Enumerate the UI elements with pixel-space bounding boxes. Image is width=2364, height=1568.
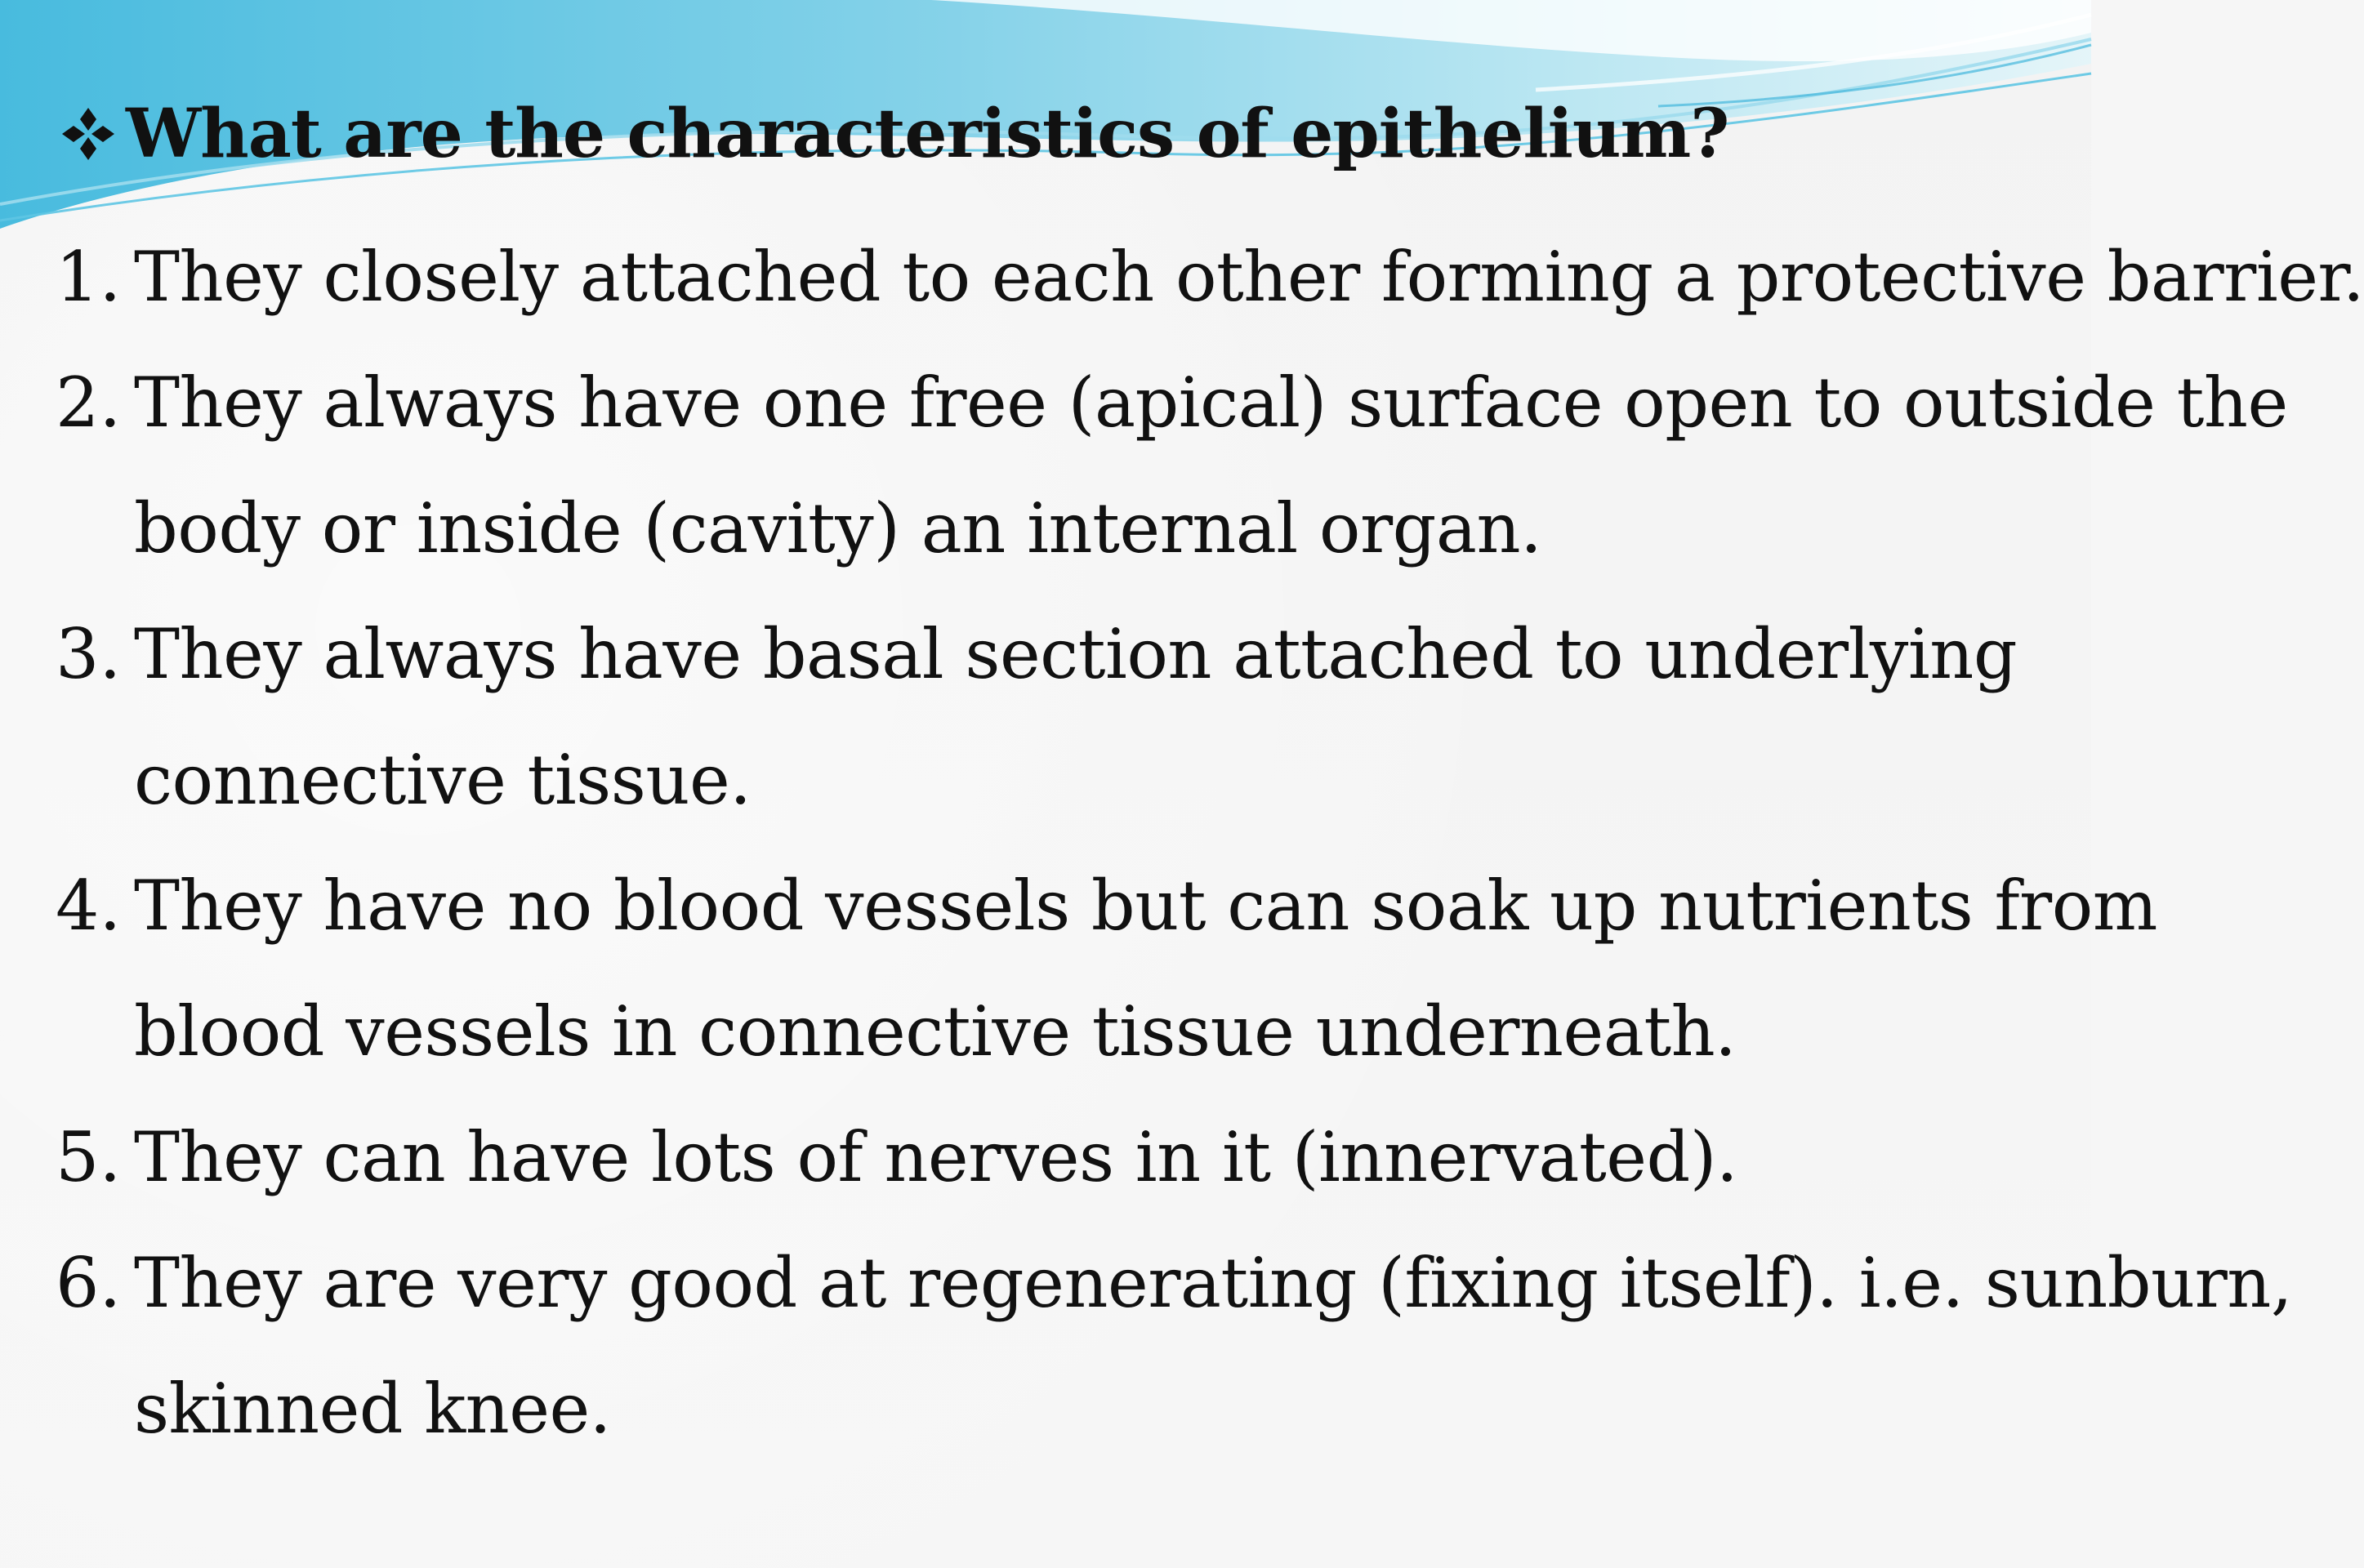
list-item-number: 3. bbox=[56, 614, 122, 694]
list-item-number: 2. bbox=[56, 363, 122, 443]
slide-title bbox=[59, 91, 1728, 176]
list-item-line: skinned knee. bbox=[134, 1369, 611, 1449]
list-item bbox=[0, 214, 2364, 340]
list-item-line: They always have basal section attached to underlying bbox=[134, 614, 2018, 694]
list-item-line: blood vessels in connective tissue underneath. bbox=[134, 991, 1737, 1071]
four-diamond-bullet-icon bbox=[59, 105, 118, 163]
list-item bbox=[0, 1094, 2091, 1220]
list-item bbox=[0, 1220, 2293, 1472]
list-item-number: 5. bbox=[56, 1117, 122, 1197]
list-item-line: connective tissue. bbox=[134, 740, 752, 820]
slide-title-text: What are the characteristics of epithelium? bbox=[126, 95, 1729, 173]
numbered-list bbox=[0, 214, 2364, 1472]
list-item-number: 4. bbox=[56, 866, 122, 946]
list-item-line: They can have lots of nerves in it (innervated). bbox=[134, 1117, 1738, 1197]
list-item-number: 6. bbox=[56, 1243, 122, 1323]
list-item-line: They closely attached to each other forming a protective barrier. bbox=[134, 237, 2364, 317]
list-item-number: 1. bbox=[56, 237, 122, 317]
list-item bbox=[0, 843, 2157, 1094]
list-item bbox=[0, 591, 2091, 843]
list-item-line: body or inside (cavity) an internal organ. bbox=[134, 488, 1542, 568]
list-item-line: They have no blood vessels but can soak up nutrients from bbox=[134, 866, 2157, 946]
list-item-line: They always have one free (apical) surface open to outside the bbox=[134, 363, 2288, 443]
list-item bbox=[0, 340, 2288, 591]
list-item-line: They are very good at regenerating (fixing itself). i.e. sunburn, bbox=[134, 1243, 2293, 1323]
